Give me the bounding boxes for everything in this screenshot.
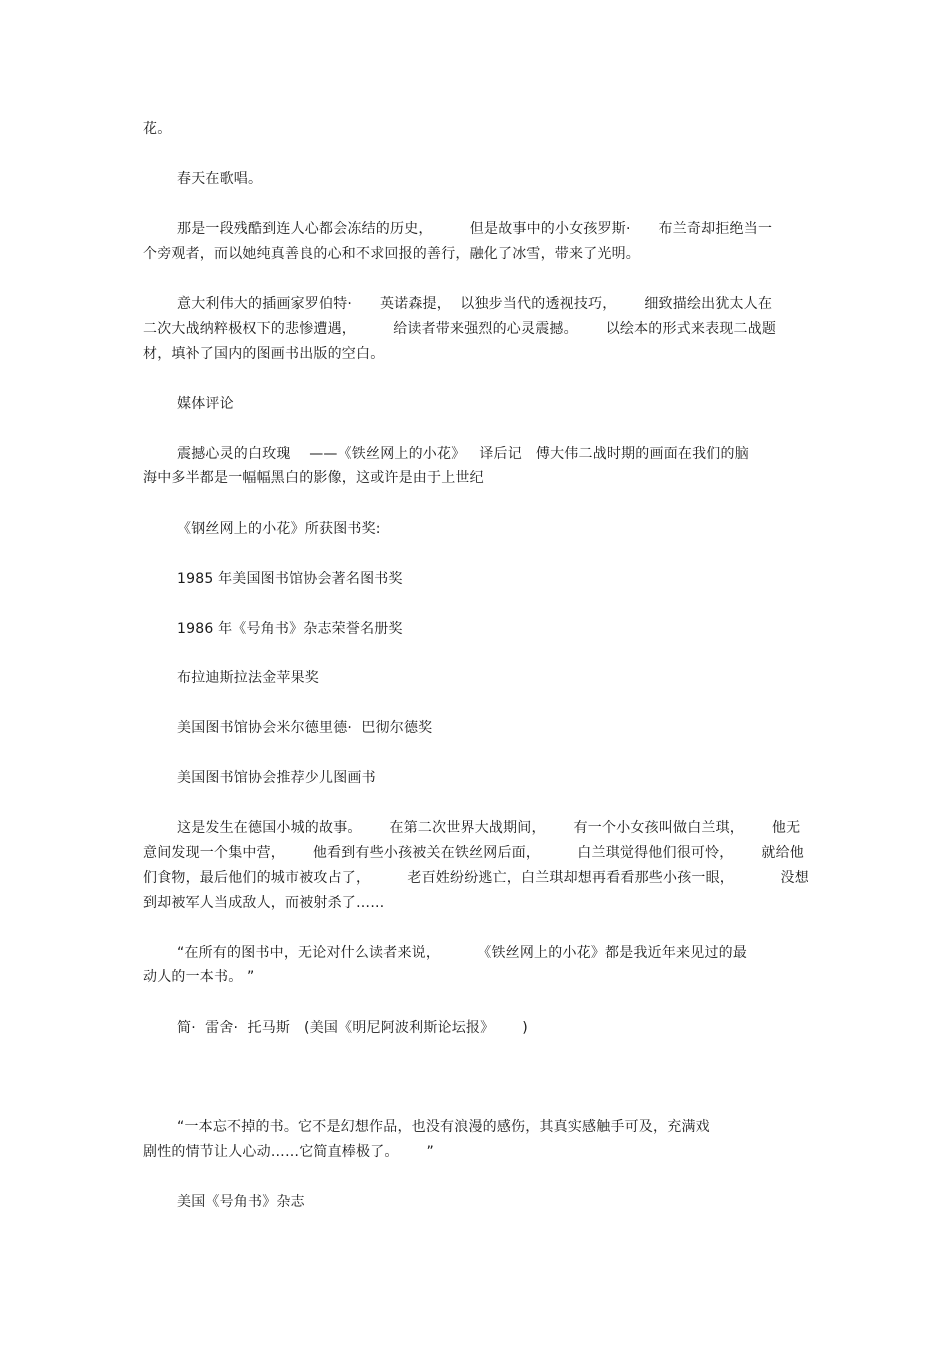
- quote-line: “在所有的图书中，无论对什么读者来说， 《铁丝网上的小花》都是我近年来见过的最: [177, 945, 748, 961]
- text-line: 意间发现一个集中营， 他看到有些小孩被关在铁丝网后面， 白兰琪觉得他们很可怜， 就给他: [143, 845, 805, 861]
- text-line: 二次大战纳粹极权下的悲惨遭遇， 给读者带来强烈的心灵震撼。 以绘本的形式来表现二战题: [143, 321, 777, 337]
- quote-line: 剧性的情节让人心动……它简直棒极了。 ”: [143, 1144, 434, 1160]
- award-item: 美国图书馆协会推荐少儿图画书: [177, 770, 376, 786]
- text-line: 个旁观者，而以她纯真善良的心和不求回报的善行，融化了冰雪，带来了光明。: [143, 246, 640, 262]
- text-line: 们食物，最后他们的城市被攻占了， 老百姓纷纷逃亡，白兰琪却想再看看那些小孩一眼， 没想: [143, 870, 809, 886]
- text-line: 花。: [143, 121, 172, 137]
- text-line: 海中多半都是一幅幅黑白的影像，这或许是由于上世纪: [143, 470, 484, 486]
- quote-attribution: 简· 雷舍· 托马斯 (美国《明尼阿波利斯论坛报》 ): [177, 1020, 528, 1036]
- award-item: 布拉迪斯拉法金苹果奖: [177, 670, 319, 686]
- quote-line: “一本忘不掉的书。它不是幻想作品，也没有浪漫的感伤，其真实感触手可及，充满戏: [177, 1119, 710, 1135]
- award-item: 1986 年《号角书》杂志荣誉名册奖: [177, 621, 403, 637]
- text-line: 这是发生在德国小城的故事。 在第二次世界大战期间， 有一个小女孩叫做白兰琪， 他无: [177, 820, 801, 836]
- quote-attribution: 美国《号角书》杂志: [177, 1194, 305, 1210]
- text-line: 震撼心灵的白玫瑰 ——《铁丝网上的小花》 译后记 傅大伟二战时期的画面在我们的脑: [177, 446, 749, 462]
- text-line: 春天在歌唱。: [177, 171, 263, 187]
- section-heading: 媒体评论: [177, 396, 234, 412]
- quote-line: 动人的一本书。 ”: [143, 969, 255, 985]
- text-line: 意大利伟大的插画家罗伯特· 英诺森提， 以独步当代的透视技巧， 细致描绘出犹太人在: [177, 296, 773, 312]
- text-line: 《钢丝网上的小花》所获图书奖:: [177, 521, 381, 537]
- text-line: 那是一段残酷到连人心都会冻结的历史， 但是故事中的小女孩罗斯· 布兰奇却拒绝当一: [177, 221, 773, 237]
- text-line: 到却被军人当成敌人，而被射杀了……: [143, 895, 385, 911]
- award-item: 美国图书馆协会米尔德里德· 巴彻尔德奖: [177, 720, 433, 736]
- award-item: 1985 年美国图书馆协会著名图书奖: [177, 571, 403, 587]
- text-line: 材，填补了国内的图画书出版的空白。: [143, 346, 385, 362]
